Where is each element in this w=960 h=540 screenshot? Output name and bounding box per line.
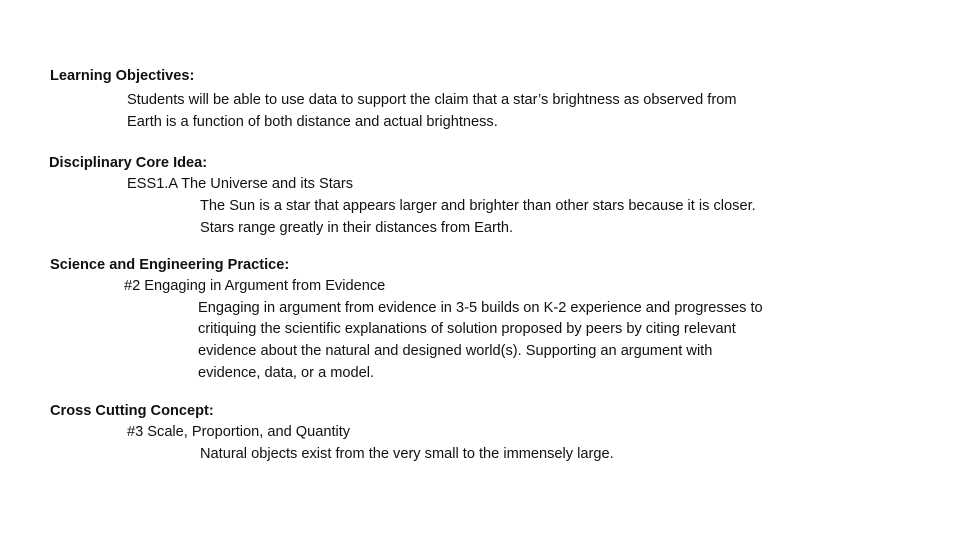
science-engineering-practice-line: evidence about the natural and designed world(s). Supporting an argument with	[198, 343, 713, 359]
science-engineering-practice-line: Engaging in argument from evidence in 3-5 builds on K-2 experience and progresses to	[198, 300, 763, 316]
disciplinary-core-idea-line: Stars range greatly in their distances from Earth.	[200, 220, 514, 236]
science-engineering-practice-subheading: #2 Engaging in Argument from Evidence	[124, 278, 386, 294]
science-engineering-practice-line: evidence, data, or a model.	[198, 365, 375, 381]
cross-cutting-concept-heading: Cross Cutting Concept:	[50, 403, 214, 419]
learning-objectives-heading: Learning Objectives:	[50, 68, 195, 84]
learning-objectives-line: Earth is a function of both distance and actual brightness.	[127, 114, 498, 130]
science-engineering-practice-line: critiquing the scientific explanations of solution proposed by peers by citing relevant	[198, 321, 736, 337]
cross-cutting-concept-line: Natural objects exist from the very small to the immensely large.	[200, 446, 614, 462]
disciplinary-core-idea-line: The Sun is a star that appears larger and brighter than other stars because it is closer.	[200, 198, 756, 214]
disciplinary-core-idea-heading: Disciplinary Core Idea:	[49, 155, 208, 171]
learning-objectives-line: Students will be able to use data to support the claim that a star’s brightness as observed from	[127, 92, 737, 108]
disciplinary-core-idea-subheading: ESS1.A The Universe and its Stars	[127, 176, 354, 192]
science-engineering-practice-heading: Science and Engineering Practice:	[50, 257, 290, 273]
cross-cutting-concept-subheading: #3 Scale, Proportion, and Quantity	[127, 424, 351, 440]
